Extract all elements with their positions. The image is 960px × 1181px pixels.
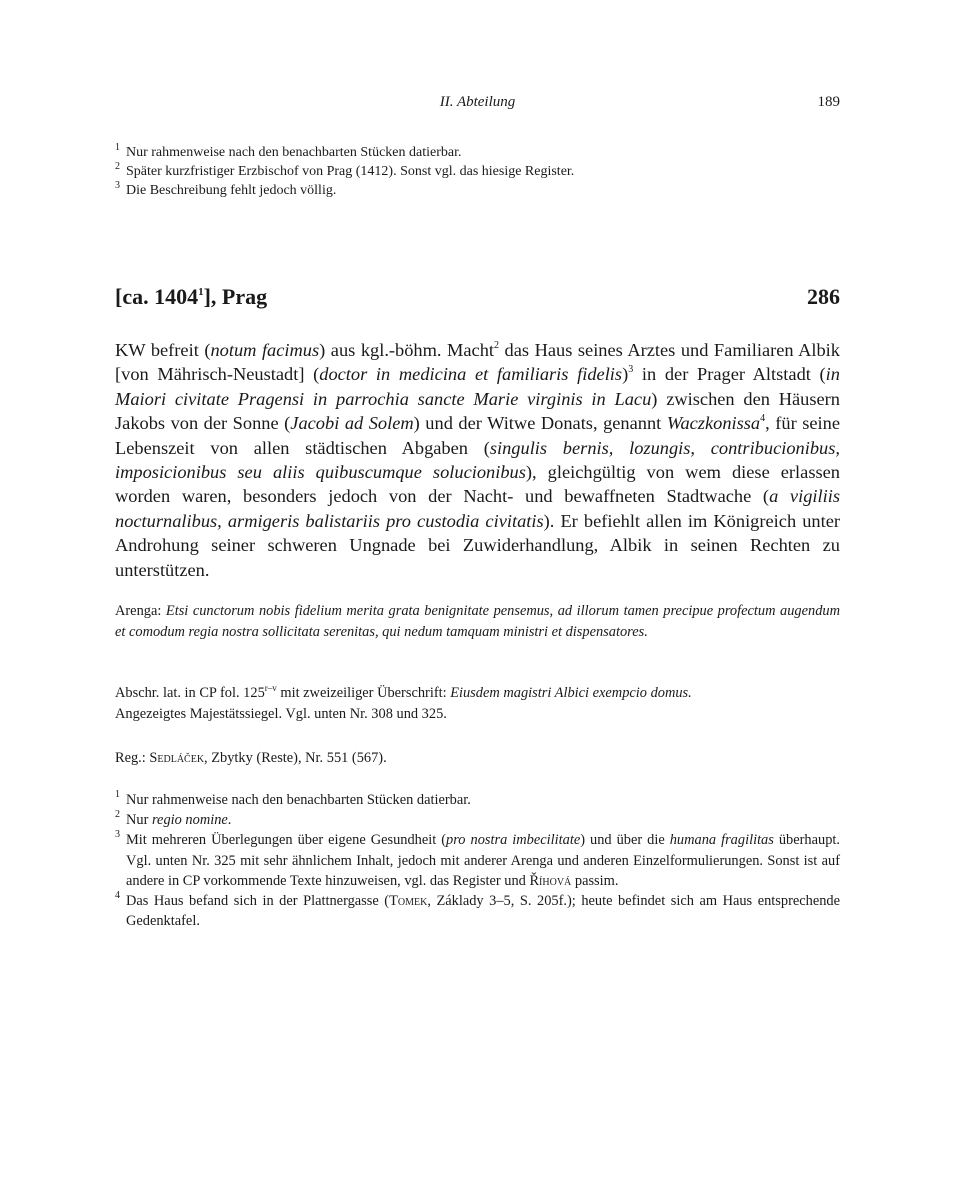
footnote-mark: 1 <box>115 142 120 153</box>
document-date-place: [ca. 1404$^1$], Prag <box>115 284 268 309</box>
arenga-label: Arenga: <box>115 603 166 619</box>
copy-note-line-2: Angezeigtes Majestätssiegel. Vgl. unten Nr. 308 und 325. <box>115 705 447 722</box>
regest-reference: Reg.: Sedláček, Zbytky (Reste), Nr. 551 (567). <box>115 750 387 766</box>
author-name: Tomek <box>389 893 428 910</box>
footnote-mark: 3 <box>115 180 120 191</box>
footnote-1: 1 Nur rahmenweise nach den benachbarten Stücken datierbar. <box>115 789 471 808</box>
author-name: Říhová <box>529 872 572 889</box>
arenga-text: Etsi cunctorum nobis fidelium merita grata benignitate pensemus, ad illorum tamen precipue profectum augendum et comodum regia nostra sollicitata serenitas, qui nedum tamquam ministri et dispensatores. <box>115 603 840 640</box>
top-footnote-3 <box>115 181 840 200</box>
running-title: II. Abteilung <box>439 94 516 110</box>
document-number: 286 <box>807 284 840 309</box>
footnote-text: Später kurzfristiger Erzbischof von Prag (1412). Sonst vgl. das hiesige Register. <box>126 164 575 179</box>
footnote-text: Die Beschreibung fehlt jedoch völlig. <box>126 183 337 198</box>
footnote-ref: 4 <box>760 413 766 425</box>
footnote-4: 4 Das Haus befand sich in der Plattnergasse (Tomek, Základy 3–5, S. 205f.); heute befindet sich am Haus entsprechende Gedenktafel. <box>115 890 840 930</box>
document-footnotes <box>115 790 840 931</box>
footnote-3: 3 Mit mehreren Überlegungen über eigene Gesundheit (pro nostra imbecilitate) und über die humana fragilitas überhaupt. Vgl. unten Nr. 325 mit sehr ähnlichem Inhalt, jedoch mit anderer Arenga und anderen Einzelformulierungen. Sonst ist auf andere in CP vorkommende Texte hinzuweisen, vgl. das Register und Říhová passim. <box>115 829 840 889</box>
footnote-2: 2 Nur regio nomine. <box>115 809 232 829</box>
footnote-mark: 2 <box>115 161 120 172</box>
author-name: Sedláček <box>149 750 205 766</box>
footnote-text: Nur rahmenweise nach den benachbarten Stücken datierbar. <box>126 145 462 160</box>
top-footnotes <box>115 143 840 200</box>
regest-body: KW befreit (notum facimus) aus kgl.-böhm. Macht$^2$ das Haus seines Arztes und Familiaren Albik [von Mährisch-Neustadt] (doctor in medicina et familiaris fidelis)$^3$ in der Prager Altstadt (in Maiori civitate Pragensi in parrochia sancte Marie virginis in Lacu) zwischen den Häusern Jakobs von der Sonne (Jacobi ad Solem) und der Witwe Donats, genannt Waczkonissa$^4$, für seine Lebenszeit von allen städtischen Abgaben (singulis bernis, lozungis, contribucionibus, imposicionibus seu aliis quibuscumque solucionibus), gleichgültig von wem diese erlassen worden waren, besonders jedoch von der Nacht- und bewaffneten Stadtwache (a vigiliis nocturnalibus, armigeris balistariis pro custodia civitatis). Er befiehlt allen im Königreich unter Androhung seiner schweren Ungnade bei Zuwiderhandlung, Albik in seinen Rechten zu unterstützen. <box>115 340 841 580</box>
footnote-ref: 3 <box>628 364 634 376</box>
top-footnote-1 <box>115 143 840 162</box>
copy-note <box>115 683 840 724</box>
arenga <box>115 601 840 642</box>
top-footnote-2 <box>115 162 840 181</box>
footnote-ref: 1 <box>198 286 204 298</box>
document-heading <box>115 284 840 316</box>
copy-note-line-1: Abschr. lat. in CP fol. 125$^{r-v}$ mit zweizeiliger Überschrift: Eiusdem magistri Albici exempcio domus. <box>115 683 692 701</box>
footnote-ref: 2 <box>494 340 500 351</box>
running-head <box>115 94 840 116</box>
page-number: 189 <box>817 94 840 110</box>
